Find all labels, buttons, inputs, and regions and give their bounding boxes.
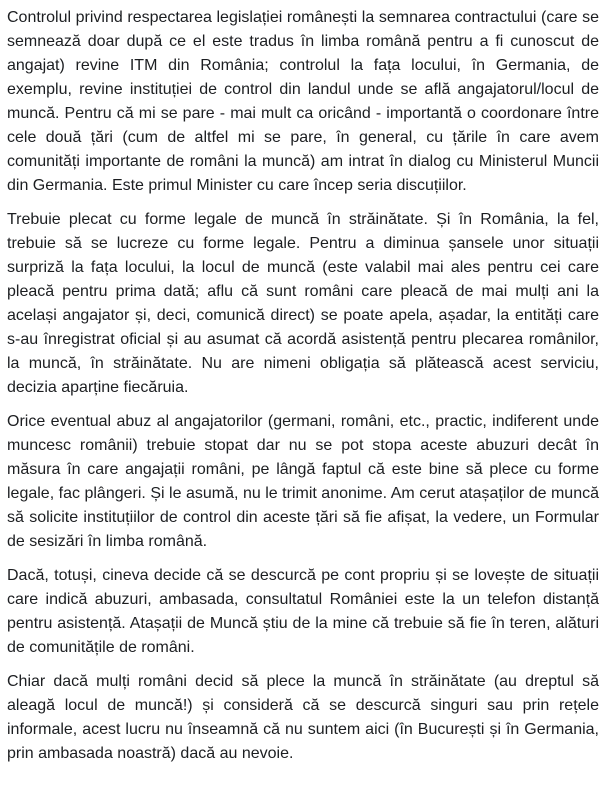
paragraph-itm-control: Controlul privind respectarea legislației românești la semnarea contractului (care se semnează doar după ce el este tradus în limba română pentru a fi cunoscut de angajat) revine ITM din România; controlul la fața locului, în Germania, de exemplu, revine instituției de control din landul unde se află angajatorul/locul de muncă. Pentru că mi se pare - mai mult ca oricând - importantă o coordonare între cele două țări (cum de altfel mi se pare, în general, cu țările în care avem comunități importante de români la muncă) am intrat în dialog cu Ministerul Muncii din Germania. Este primul Minister cu care încep seria discuțiilor. (7, 9, 599, 194)
paragraph-legal-forms: Trebuie plecat cu forme legale de muncă în străinătate. Și în România, la fel, trebuie să se lucreze cu forme legale. Pentru a diminua șansele unor situații surpriză la fața locului, la locul de muncă (este valabil mai ales pentru cei care pleacă pentru prima dată; aflu că sunt români care pleacă de mai mulți ani la același angajator și, deci, comunică direct) se poate apela, așadar, la entități care s-au înregistrat oficial și au asumat că acordă asistență pentru plecarea românilor, la muncă, în străinătate. Nu are nimeni obligația să plătească acest serviciu, decizia aparține fiecăruia. (7, 211, 599, 396)
paragraph-employer-abuse: Orice eventual abuz al angajatorilor (germani, români, etc., practic, indiferent unde muncesc românii) trebuie stopat dar nu se pot stopa aceste abuzuri decât în măsura în care angajații români, pe lângă faptul că este bine să plece cu forme legale, fac plângeri. Și le asumă, nu le trimit anonime. Am cerut atașaților de muncă să solicite instituțiilor de control din aceste țări să fie afișat, la vedere, un Formular de sesizări în limba română. (7, 413, 599, 550)
paragraph-embassy-assistance: Dacă, totuși, cineva decide că se descurcă pe cont propriu și se lovește de situații care indică abuzuri, ambasada, consultatul României este la un telefon distanță pentru asistență. Atașații de Muncă știu de la mine că trebuie să fie în teren, alături de comunitățile de români. (7, 567, 599, 656)
paragraph-we-are-here: Chiar dacă mulți români decid să plece la muncă în străinătate (au dreptul să aleagă locul de muncă!) și consideră că se descurcă singuri sau prin rețele informale, acest lucru nu înseamnă că nu suntem aici (în București și în Germania, prin ambasada noastră) dacă au nevoie. (7, 673, 599, 762)
